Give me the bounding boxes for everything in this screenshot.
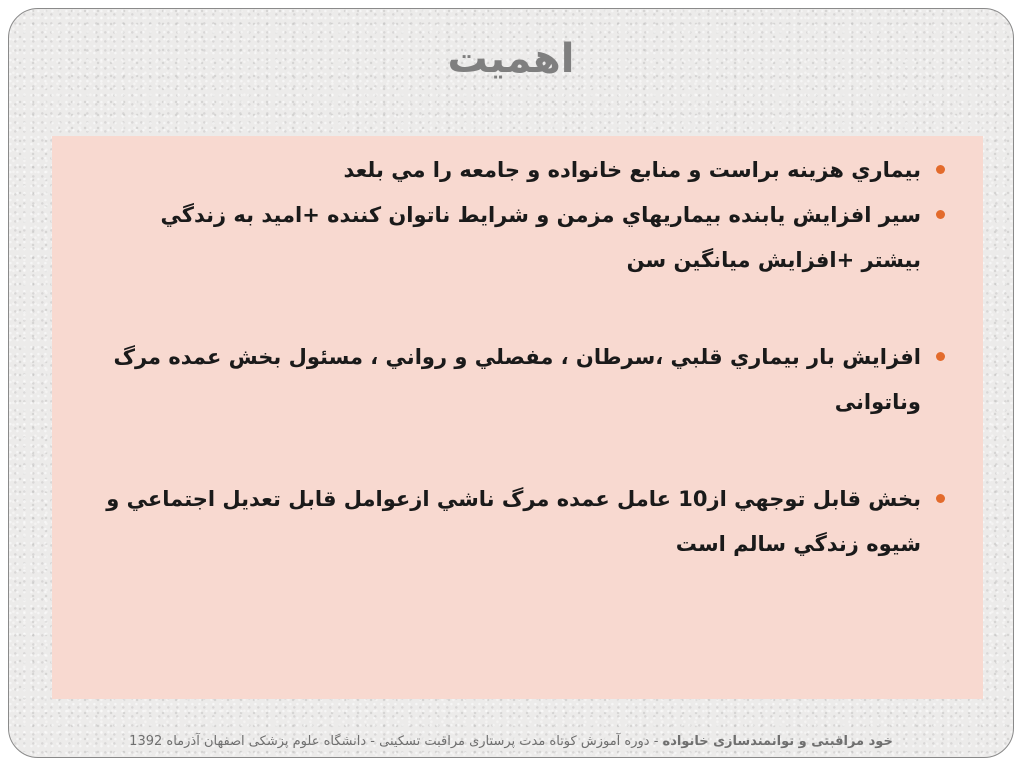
bullet-dot-icon [936, 165, 945, 174]
bullet-item [100, 477, 951, 567]
footer-details: - دوره آموزش کوتاه مدت پرستاری مراقبت تسکینی - دانشگاه علوم پزشکی اصفهان آذرماه 1392 [129, 734, 663, 749]
footer-course-title: خود مراقبتی و توانمندسازی خانواده [662, 734, 893, 749]
bullet-text: بخش قابل توجهي از10 عامل عمده مرگ ناشي ازعوامل قابل تعديل اجتماعي و شيوه زندگي سالم است [106, 487, 921, 556]
bullet-item [100, 335, 951, 425]
bullet-text: سير افزايش يابنده بيماريهاي مزمن و شرايط ناتوان كننده +اميد به زندگي بيشتر +افزايش ميانگين سن [160, 203, 921, 272]
slide [8, 8, 1014, 758]
slide-footer [9, 734, 1013, 749]
bullet-text: افزايش بار بيماري قلبي ،سرطان ، مفصلي و رواني ، مسئول بخش عمده مرگ وناتوانی [113, 345, 921, 414]
bullet-dot-icon [936, 494, 945, 503]
bullet-dot-icon [936, 352, 945, 361]
bullet-item [100, 148, 951, 193]
bullet-text: بيماري هزينه براست و منابع خانواده و جامعه را مي بلعد [343, 158, 921, 182]
bullet-item [100, 193, 951, 283]
bullet-list [100, 148, 951, 567]
content-box [52, 136, 983, 699]
bullet-dot-icon [936, 210, 945, 219]
slide-title: اهميت [447, 36, 575, 82]
